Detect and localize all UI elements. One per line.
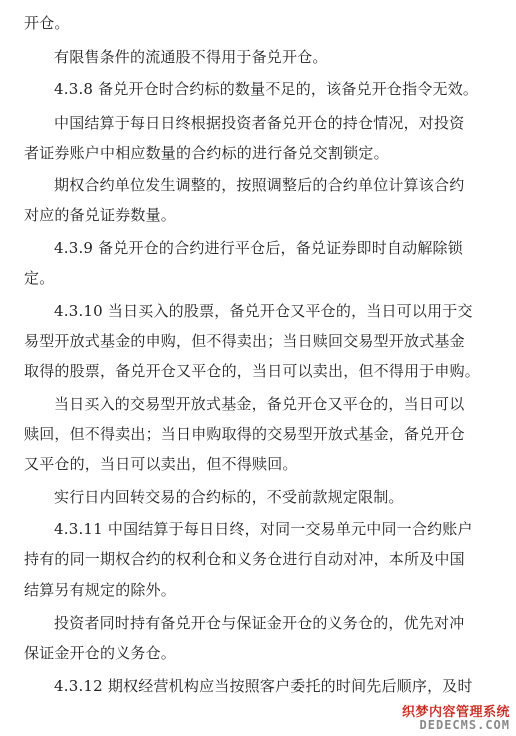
watermark xyxy=(392,706,510,732)
text-line: 实行日内回转交易的合约标的，不受前款规定限制。 xyxy=(54,488,404,506)
text-line: 赎回，但不得卖出；当日申购取得的交易型开放式基金，备兑开仓 xyxy=(24,425,465,443)
text-line: 取得的股票，备兑开仓又平仓的，当日可以卖出，但不得用于申购。 xyxy=(24,362,481,380)
text-line: 者证券账户中相应数量的合约标的进行备兑交割锁定。 xyxy=(24,144,389,162)
text-line: 4.3.9 备兑开仓的合约进行平仓后，备兑证券即时自动解除锁 xyxy=(54,239,463,257)
text-line: 4.3.8 备兑开仓时合约标的数量不足的，该备兑开仓指令无效。 xyxy=(54,80,479,98)
text-line: 结算另有规定的除外。 xyxy=(24,581,177,599)
text-line: 易型开放式基金的申购，但不得卖出；当日赎回交易型开放式基金 xyxy=(24,332,465,350)
watermark-top-text: 织梦内容管理系统 xyxy=(401,704,510,720)
text-line: 持有的同一期权合约的权利仓和义务仓进行自动对冲，本所及中国 xyxy=(24,550,465,568)
text-line: 保证金开仓的义务仓。 xyxy=(24,644,177,662)
text-line: 4.3.12 期权经营机构应当按照客户委托的时间先后顺序，及时 xyxy=(54,677,473,695)
text-line: 投资者同时持有备兑开仓与保证金开仓的义务仓的，优先对冲 xyxy=(54,614,465,632)
text-line: 定。 xyxy=(24,269,55,287)
text-line: 又平仓的，当日可以卖出，但不得赎回。 xyxy=(24,455,298,473)
text-line: 4.3.10 当日买入的股票，备兑开仓又平仓的，当日可以用于交 xyxy=(54,302,473,320)
text-line: 有限售条件的流通股不得用于备兑开仓。 xyxy=(54,48,328,66)
text-line: 期权合约单位发生调整的，按照调整后的合约单位计算该合约 xyxy=(54,176,465,194)
text-line: 开仓。 xyxy=(24,14,70,32)
text-line: 中国结算于每日日终根据投资者备兑开仓的持仓情况，对投资 xyxy=(54,114,465,132)
text-line: 4.3.11 中国结算于每日日终，对同一交易单元中同一合约账户 xyxy=(54,520,473,538)
text-line: 对应的备兑证券数量。 xyxy=(24,206,177,224)
watermark-bottom-text: DEDECMS.COM xyxy=(419,718,510,733)
text-line: 当日买入的交易型开放式基金，备兑开仓又平仓的，当日可以 xyxy=(54,395,465,413)
